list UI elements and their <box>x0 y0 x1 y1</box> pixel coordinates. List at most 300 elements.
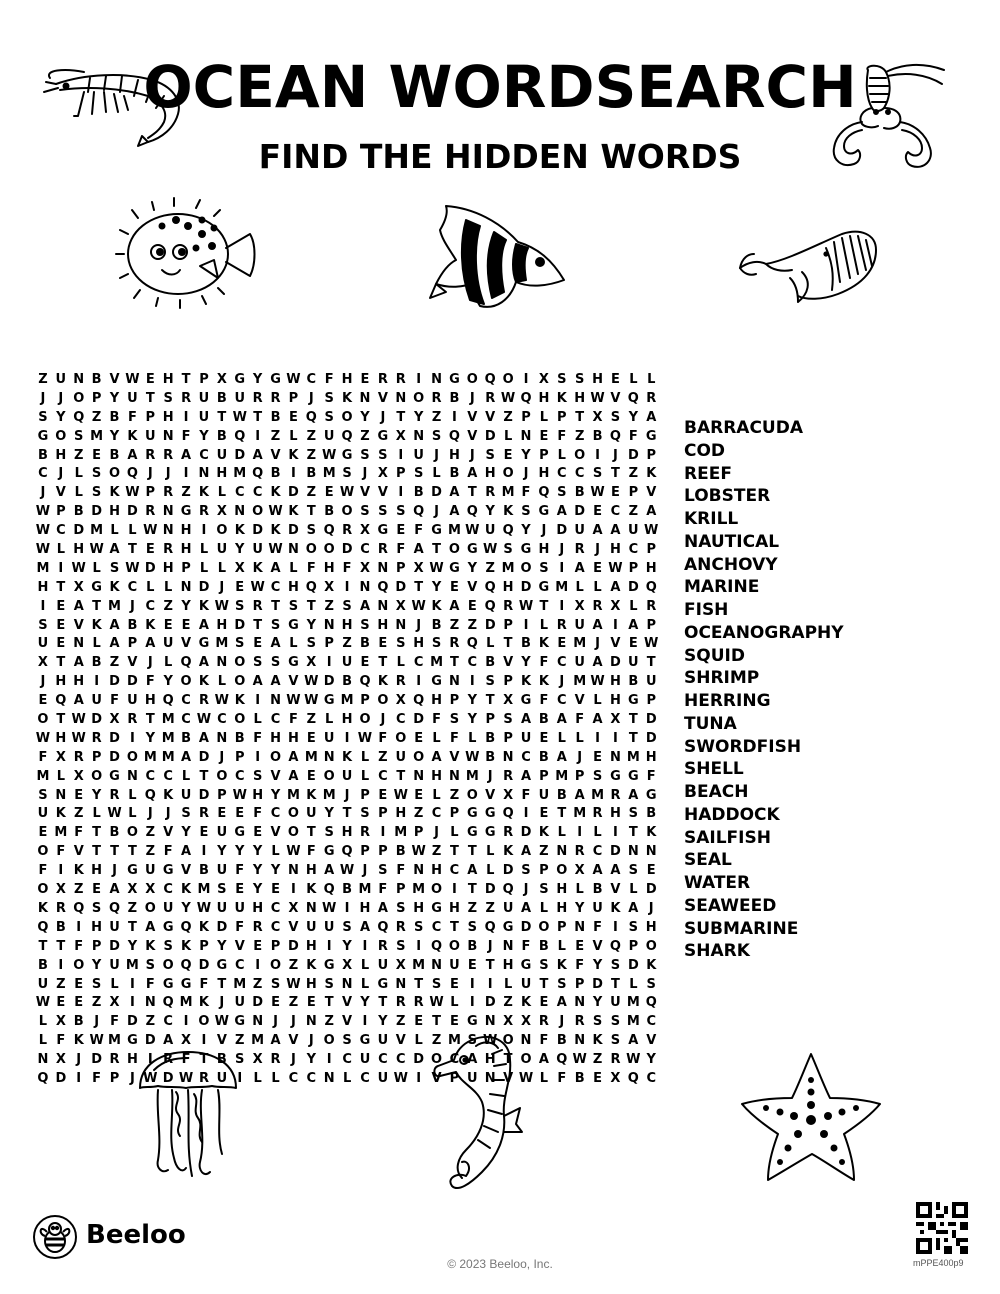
grid-cell: R <box>395 919 406 935</box>
grid-cell: T <box>127 542 137 558</box>
grid-cell: Z <box>485 560 495 576</box>
grid-cell: M <box>322 466 336 482</box>
grid-cell: H <box>270 730 281 746</box>
grid-cell: Z <box>324 1014 334 1030</box>
grid-cell: U <box>162 900 174 916</box>
grid-cell: D <box>91 1052 103 1068</box>
grid-cell: H <box>610 693 621 709</box>
grid-cell: H <box>162 560 174 576</box>
grid-cell: S <box>145 957 155 973</box>
grid-cell: Z <box>342 636 352 652</box>
grid-cell: H <box>645 919 657 935</box>
grid-cell: H <box>592 372 603 387</box>
grid-cell: R <box>252 598 263 614</box>
grid-cell: L <box>593 579 602 595</box>
grid-cell: S <box>610 1014 621 1030</box>
grid-cell: R <box>503 768 514 784</box>
grid-cell: M <box>90 523 104 539</box>
grid-cell: D <box>91 712 103 728</box>
grid-cell: B <box>628 674 639 690</box>
grid-cell: R <box>592 598 603 614</box>
grid-cell: V <box>610 390 621 406</box>
grid-cell: R <box>145 504 156 520</box>
grid-cell: S <box>628 863 639 879</box>
grid-cell: S <box>396 900 406 916</box>
word-item: SUBMARINE <box>684 918 799 939</box>
grid-cell: S <box>431 636 442 652</box>
grid-cell: A <box>628 1033 639 1049</box>
grid-cell: I <box>416 372 422 387</box>
grid-cell: T <box>253 617 263 633</box>
grid-cell: Z <box>574 428 585 444</box>
grid-cell: D <box>91 504 103 520</box>
grid-cell: A <box>198 730 209 746</box>
grid-cell: C <box>38 466 48 482</box>
grid-cell: V <box>503 655 514 671</box>
grid-cell: J <box>469 390 475 406</box>
grid-cell: J <box>595 636 600 652</box>
grid-cell: W <box>322 447 337 463</box>
grid-cell: V <box>342 995 353 1011</box>
grid-cell: C <box>378 1052 388 1068</box>
grid-row <box>34 579 660 598</box>
grid-cell: J <box>58 390 64 406</box>
grid-cell: T <box>467 485 477 501</box>
grid-cell: R <box>556 617 567 633</box>
grid-cell: G <box>377 523 389 539</box>
grid-cell: M <box>394 825 408 841</box>
grid-cell: U <box>216 542 228 558</box>
grid-cell: U <box>37 976 49 992</box>
grid-cell: N <box>287 542 299 558</box>
grid-row <box>34 843 660 862</box>
grid-cell: U <box>306 806 317 822</box>
grid-cell: W <box>214 693 230 709</box>
grid-cell: P <box>395 882 406 898</box>
grid-cell: N <box>126 768 138 784</box>
grid-cell: Z <box>252 976 263 992</box>
grid-cell: T <box>467 882 477 898</box>
grid-cell: C <box>306 372 317 387</box>
grid-cell: C <box>234 485 245 501</box>
grid-cell: B <box>324 504 335 520</box>
grid-cell: T <box>110 844 119 860</box>
grid-cell: N <box>305 900 317 916</box>
grid-cell: P <box>270 938 281 954</box>
grid-cell: T <box>92 825 102 841</box>
grid-cell: L <box>593 693 602 709</box>
grid-cell: A <box>73 693 84 709</box>
grid-cell: T <box>432 542 441 558</box>
grid-cell: L <box>56 542 65 558</box>
grid-cell: S <box>360 617 370 633</box>
grid-cell: E <box>145 372 155 387</box>
grid-cell: N <box>323 617 335 633</box>
grid-cell: K <box>198 995 209 1011</box>
grid-cell: N <box>234 504 246 520</box>
grid-cell: H <box>126 1052 138 1068</box>
grid-cell: Q <box>341 844 353 860</box>
grid-cell: S <box>521 504 531 520</box>
grid-cell: J <box>308 1033 314 1049</box>
grid-cell: S <box>396 636 406 652</box>
grid-cell: L <box>181 768 191 784</box>
grid-cell: D <box>395 579 407 595</box>
grid-cell: P <box>557 919 567 935</box>
grid-cell: F <box>288 712 298 728</box>
angelfish-icon <box>430 202 570 312</box>
grid-cell: C <box>467 655 478 671</box>
grid-cell: V <box>431 1070 442 1086</box>
grid-cell: T <box>557 806 567 822</box>
grid-cell: U <box>234 390 246 406</box>
grid-cell: V <box>485 409 496 425</box>
grid-cell: C <box>306 1070 317 1086</box>
grid-cell: X <box>503 693 514 709</box>
grid-cell: U <box>198 390 210 406</box>
grid-cell: C <box>378 768 388 784</box>
grid-cell: O <box>73 957 85 973</box>
grid-cell: S <box>396 938 406 954</box>
grid-cell: V <box>395 1033 406 1049</box>
grid-cell: P <box>539 768 549 784</box>
grid-cell: H <box>538 390 550 406</box>
grid-cell: Y <box>574 900 585 916</box>
grid-cell: L <box>450 825 459 841</box>
grid-cell: L <box>503 976 513 992</box>
grid-cell: U <box>109 957 120 973</box>
grid-cell: W <box>465 523 480 539</box>
grid-cell: I <box>613 825 618 841</box>
grid-cell: A <box>73 655 84 671</box>
grid-cell: P <box>378 806 388 822</box>
grid-cell: B <box>413 485 424 501</box>
grid-cell: X <box>413 560 424 576</box>
grid-cell: E <box>539 806 549 822</box>
grid-cell: G <box>431 900 442 916</box>
grid-cell: F <box>575 957 585 973</box>
grid-cell: G <box>538 504 550 520</box>
grid-cell: S <box>324 825 334 841</box>
grid-cell: U <box>341 655 353 671</box>
grid-cell: I <box>452 409 457 425</box>
grid-cell: Z <box>413 806 424 822</box>
grid-cell: I <box>58 560 64 576</box>
grid-cell: O <box>502 1033 514 1049</box>
grid-cell: Q <box>556 1052 568 1068</box>
grid-cell: I <box>595 730 600 746</box>
grid-cell: R <box>342 523 353 539</box>
grid-cell: W <box>518 1070 534 1086</box>
grid-cell: R <box>449 636 460 652</box>
grid-cell: A <box>520 844 532 860</box>
grid-cell: F <box>646 768 656 784</box>
grid-cell: Q <box>305 409 317 425</box>
grid-cell: E <box>235 882 245 898</box>
grid-cell: V <box>646 485 657 501</box>
grid-cell: L <box>92 560 101 576</box>
grid-cell: G <box>628 768 639 784</box>
grid-cell: F <box>575 712 585 728</box>
grid-cell: P <box>288 390 299 406</box>
grid-cell: S <box>557 976 567 992</box>
grid-cell: Y <box>163 674 173 690</box>
grid-cell: A <box>574 787 585 803</box>
grid-cell: I <box>255 957 261 973</box>
grid-cell: F <box>306 844 316 860</box>
grid-cell: E <box>593 560 602 576</box>
grid-cell: Q <box>305 579 317 595</box>
grid-cell: S <box>485 674 495 690</box>
grid-cell: W <box>483 1033 498 1049</box>
grid-cell: D <box>288 485 299 501</box>
grid-cell: L <box>253 712 262 728</box>
grid-cell: G <box>610 768 621 784</box>
grid-cell: S <box>539 957 549 973</box>
grid-cell: S <box>217 882 227 898</box>
grid-cell: J <box>165 466 171 482</box>
grid-cell: O <box>126 749 138 765</box>
grid-cell: B <box>538 712 549 728</box>
grid-cell: A <box>359 598 370 614</box>
grid-cell: F <box>521 787 531 803</box>
grid-cell: D <box>645 730 657 746</box>
grid-cell: Q <box>180 957 192 973</box>
grid-cell: F <box>56 844 66 860</box>
grid-cell: N <box>359 390 371 406</box>
grid-cell: J <box>487 938 493 954</box>
grid-cell: N <box>448 768 460 784</box>
grid-cell: T <box>38 938 48 954</box>
grid-cell: W <box>71 712 86 728</box>
grid-cell: S <box>163 938 173 954</box>
grid-cell: O <box>466 372 478 387</box>
grid-cell: P <box>521 409 531 425</box>
grid-cell: O <box>413 390 425 406</box>
grid-cell: T <box>432 1014 441 1030</box>
grid-cell: B <box>109 409 120 425</box>
grid-cell: M <box>233 976 247 992</box>
grid-cell: U <box>341 768 353 784</box>
grid-cell: I <box>416 1070 422 1086</box>
grid-cell: O <box>431 882 443 898</box>
grid-cell: E <box>575 938 585 954</box>
grid-cell: N <box>162 504 174 520</box>
grid-cell: C <box>521 749 531 765</box>
grid-cell: V <box>342 1014 353 1030</box>
grid-cell: N <box>198 466 210 482</box>
grid-cell: B <box>360 636 370 652</box>
grid-cell: O <box>448 938 460 954</box>
grid-cell: V <box>270 768 281 784</box>
grid-cell: S <box>38 617 48 633</box>
grid-cell: L <box>629 882 638 898</box>
grid-cell: O <box>287 806 299 822</box>
grid-cell: O <box>448 542 460 558</box>
grid-cell: T <box>56 655 66 671</box>
grid-cell: I <box>613 919 618 935</box>
grid-cell: V <box>288 674 299 690</box>
grid-cell: S <box>252 768 263 784</box>
grid-row <box>34 598 660 617</box>
grid-cell: T <box>485 957 495 973</box>
grid-cell: B <box>574 1070 585 1086</box>
grid-cell: S <box>74 428 84 444</box>
grid-cell: I <box>183 1014 189 1030</box>
grid-cell: F <box>432 712 441 728</box>
grid-cell: J <box>219 749 225 765</box>
grid-cell: J <box>219 995 225 1011</box>
grid-cell: S <box>557 372 567 387</box>
grid-cell: P <box>91 749 102 765</box>
grid-cell: P <box>503 617 513 633</box>
grid-cell: Z <box>431 844 442 860</box>
grid-cell: S <box>235 636 245 652</box>
grid-cell: Y <box>592 957 603 973</box>
qr-code-icon <box>916 1202 968 1254</box>
grid-cell: W <box>71 730 86 746</box>
grid-cell: U <box>216 900 228 916</box>
word-item: BEACH <box>684 782 749 802</box>
grid-cell: O <box>108 466 121 482</box>
grid-cell: O <box>287 825 299 841</box>
grid-cell: H <box>413 900 425 916</box>
grid-cell: D <box>73 523 85 539</box>
grid-cell: E <box>467 598 477 614</box>
grid-cell: A <box>145 636 156 652</box>
grid-cell: M <box>215 636 229 652</box>
grid-cell: L <box>539 900 549 916</box>
grid-cell: T <box>199 768 209 784</box>
grid-cell: G <box>466 542 478 558</box>
grid-cell: M <box>304 749 318 765</box>
grid-cell: X <box>145 882 156 898</box>
grid-cell: J <box>380 409 386 425</box>
grid-cell: K <box>431 598 442 614</box>
grid-row <box>34 957 660 976</box>
grid-cell: T <box>467 844 477 860</box>
grid-cell: C <box>342 1052 352 1068</box>
grid-cell: F <box>127 409 137 425</box>
grid-cell: J <box>487 768 493 784</box>
grid-cell: U <box>198 409 210 425</box>
grid-cell: R <box>413 995 424 1011</box>
grid-cell: X <box>377 466 388 482</box>
grid-cell: P <box>628 485 639 501</box>
grid-cell: Q <box>323 523 335 539</box>
grid-cell: S <box>378 863 388 879</box>
grid-cell: D <box>484 428 496 444</box>
grid-cell: W <box>393 1070 408 1086</box>
grid-cell: U <box>216 863 228 879</box>
grid-cell: S <box>235 1052 245 1068</box>
grid-cell: G <box>484 825 496 841</box>
grid-cell: R <box>646 598 657 614</box>
grid-cell: M <box>591 787 605 803</box>
grid-cell: J <box>613 447 618 463</box>
grid-cell: I <box>577 825 583 841</box>
grid-cell: Z <box>467 900 478 916</box>
grid-cell: I <box>469 976 475 992</box>
grid-cell: Q <box>502 806 514 822</box>
grid-cell: Q <box>502 523 514 539</box>
grid-cell: F <box>235 863 245 879</box>
grid-cell: Y <box>270 863 281 879</box>
grid-cell: Q <box>484 919 496 935</box>
grid-cell: L <box>557 447 566 463</box>
grid-cell: N <box>448 674 460 690</box>
grid-cell: Y <box>252 372 263 387</box>
grid-cell: D <box>216 919 228 935</box>
grid-cell: C <box>413 655 424 671</box>
grid-cell: K <box>342 749 353 765</box>
grid-cell: B <box>485 730 496 746</box>
grid-cell: L <box>432 730 441 746</box>
grid-cell: M <box>322 787 336 803</box>
grid-cell: X <box>342 957 353 973</box>
grid-cell: N <box>323 749 335 765</box>
grid-cell: J <box>469 447 475 463</box>
grid-cell: U <box>449 957 460 973</box>
grid-cell: M <box>143 749 157 765</box>
grid-cell: O <box>323 542 335 558</box>
grid-cell: G <box>538 579 550 595</box>
grid-cell: R <box>646 390 657 406</box>
grid-cell: T <box>306 598 316 614</box>
grid-cell: F <box>414 523 424 539</box>
grid-row <box>34 617 660 636</box>
grid-cell: H <box>431 768 442 784</box>
grid-cell: W <box>196 712 212 728</box>
grid-cell: U <box>520 976 532 992</box>
grid-cell: F <box>449 730 459 746</box>
grid-cell: J <box>559 674 565 690</box>
grid-cell: W <box>214 598 230 614</box>
grid-cell: I <box>129 976 135 992</box>
grid-cell: I <box>129 730 135 746</box>
grid-cell: Y <box>91 957 102 973</box>
grid-cell: C <box>360 1070 370 1086</box>
grid-cell: P <box>56 504 66 520</box>
grid-cell: K <box>181 882 192 898</box>
grid-cell: U <box>377 1033 389 1049</box>
grid-cell: H <box>37 579 49 595</box>
grid-cell: J <box>290 1014 296 1030</box>
grid-cell: L <box>360 976 370 992</box>
word-item: LOBSTER <box>684 486 771 507</box>
grid-cell: Q <box>609 938 621 954</box>
grid-cell: D <box>198 787 210 803</box>
grid-cell: C <box>288 1070 299 1086</box>
grid-cell: H <box>448 447 460 463</box>
grid-cell: F <box>557 1070 567 1086</box>
grid-cell: E <box>593 1070 602 1086</box>
grid-cell: N <box>395 617 407 633</box>
grid-cell: H <box>538 466 550 482</box>
grid-cell: X <box>109 712 120 728</box>
grid-cell: X <box>395 428 406 444</box>
grid-cell: E <box>253 938 263 954</box>
grid-cell: K <box>503 844 514 860</box>
grid-cell: J <box>40 390 46 406</box>
grid-cell: H <box>610 542 621 558</box>
grid-cell: B <box>270 409 281 425</box>
grid-cell: A <box>377 900 388 916</box>
grid-cell: V <box>234 938 245 954</box>
grid-cell: L <box>146 579 155 595</box>
grid-cell: J <box>559 542 565 558</box>
grid-cell: P <box>395 560 406 576</box>
